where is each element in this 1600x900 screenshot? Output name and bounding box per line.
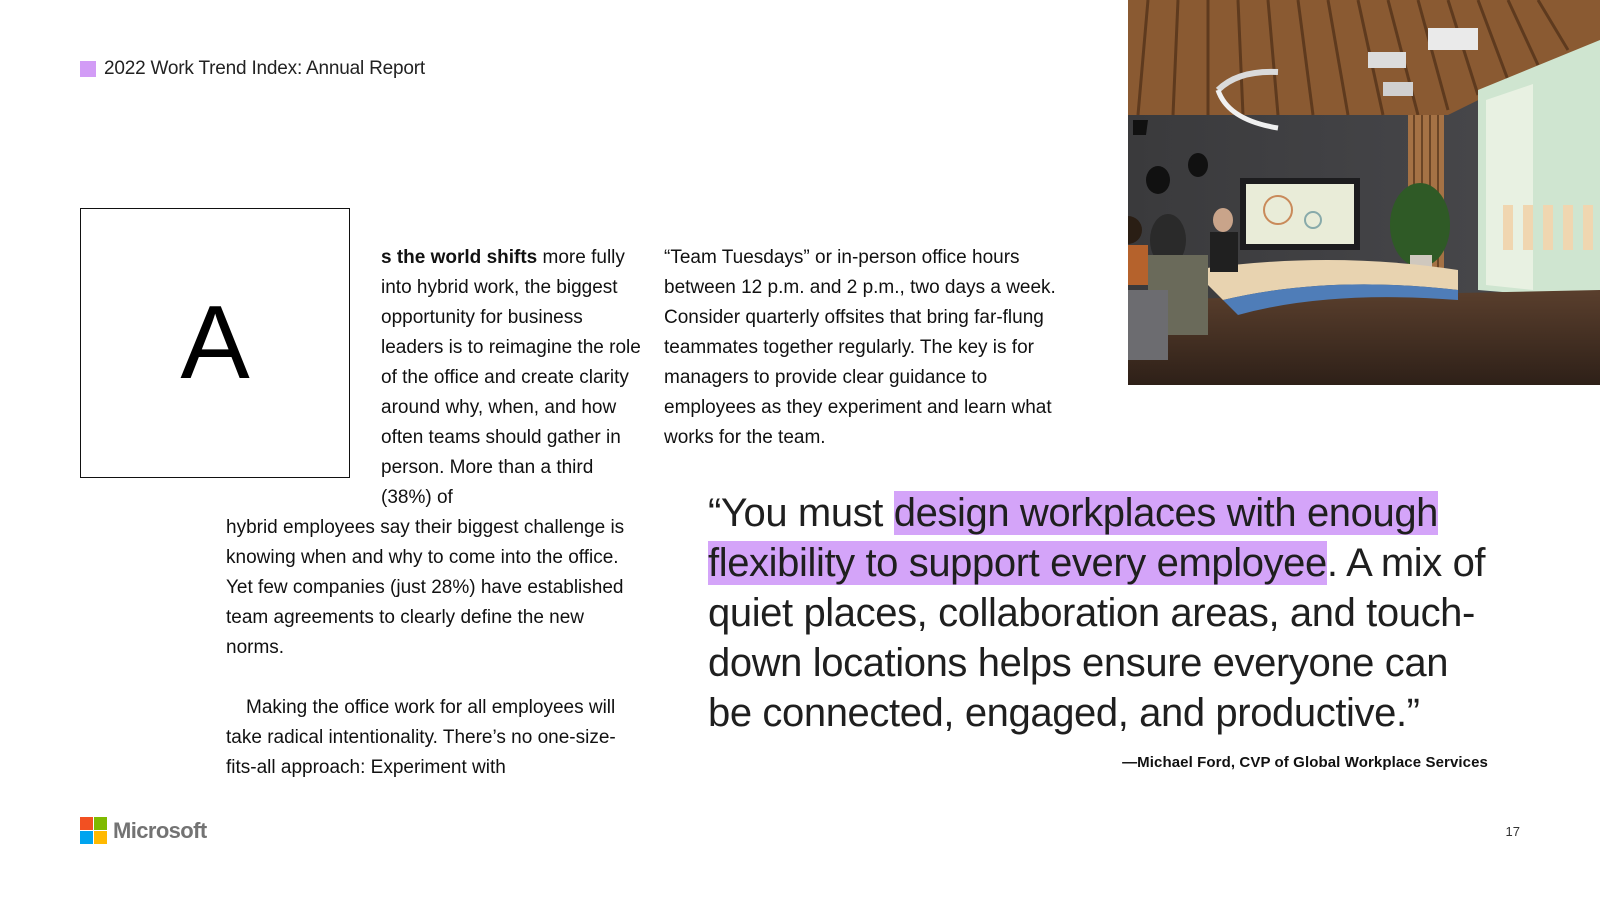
header-accent-square (80, 61, 96, 77)
article-column-1-bottom (226, 513, 646, 783)
dropcap-box (80, 208, 350, 478)
report-header (80, 58, 425, 80)
report-title: 2022 Work Trend Index: Annual Report (104, 58, 425, 79)
quote-attribution: —Michael Ford, CVP of Global Workplace Services (1122, 754, 1488, 771)
quote-highlight: design workplaces with enough flexibility to support every employee (708, 491, 1439, 585)
microsoft-wordmark: Microsoft (113, 817, 207, 843)
logo-square-red (80, 817, 93, 830)
office-meeting-room-photo (1128, 0, 1600, 385)
pull-quote (708, 488, 1498, 738)
logo-square-blue (80, 831, 93, 844)
quote-open: “You must (708, 491, 894, 535)
quote-rest: . A mix of quiet places, collaboration areas, and touch-down locations helps ensure everyone can be connected, engaged, and productive.” (708, 541, 1486, 735)
microsoft-logo-icon (80, 817, 107, 844)
page-number: 17 (1505, 824, 1520, 839)
lead-text: more fully into hybrid work, the biggest opportunity for business leaders is to reimagine the role of the office and create clarity around why, when, and how often teams should gather in person. More than a third (38%) of (381, 247, 641, 508)
article-column-2 (664, 243, 1084, 453)
logo-square-green (94, 817, 107, 830)
paragraph-2: Making the office work for all employees will take radical intentionality. There’s no one-size-fits-all approach: Experiment with (226, 697, 616, 778)
microsoft-logo (80, 817, 207, 844)
article-column-1-top (381, 243, 643, 513)
column-2-paragraph: “Team Tuesdays” or in-person office hours between 12 p.m. and 2 p.m., two days a week. Consider quarterly offsites that bring far-flung teammates together regularly. The key is for managers to provide clear guidance to employees as they experiment and learn what works for the team. (664, 247, 1056, 448)
lead-bold-text: s the world shifts (381, 247, 538, 268)
paragraph-1-continued: hybrid employees say their biggest challenge is knowing when and why to come into the office. Yet few companies (just 28%) have established team agreements to clearly define the new norms. (226, 517, 625, 658)
logo-square-yellow (94, 831, 107, 844)
dropcap-letter: A (180, 285, 250, 401)
